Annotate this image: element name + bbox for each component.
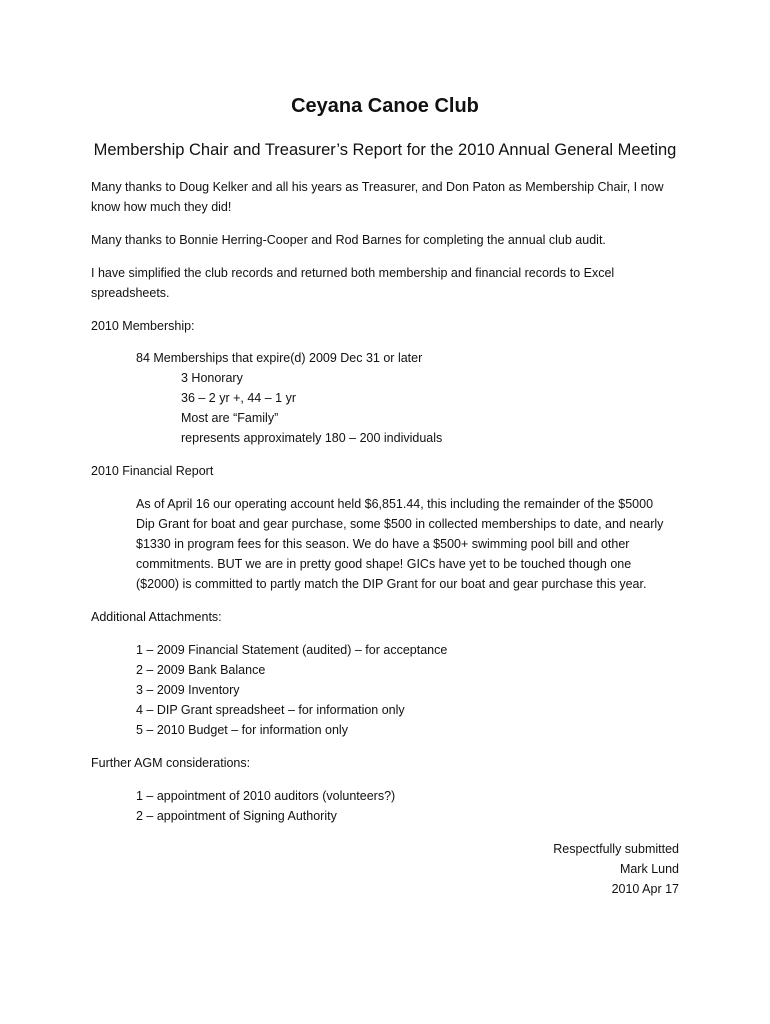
considerations-heading: Further AGM considerations: <box>91 756 251 770</box>
financial-line: commitments. BUT we are in pretty good shape! GICs have yet to be touched though one <box>136 557 632 571</box>
membership-heading: 2010 Membership: <box>91 319 195 333</box>
financial-line: ($2000) is committed to partly match the DIP Grant for our boat and gear purchase this year. <box>136 577 647 591</box>
financial-line: $1330 in program fees for this season. We do have a $500+ swimming pool bill and other <box>136 537 630 551</box>
consideration-item: 2 – appointment of Signing Authority <box>136 809 337 823</box>
membership-summary: 84 Memberships that expire(d) 2009 Dec 31 or later <box>136 351 423 365</box>
thanks-paragraph-line-1: Many thanks to Doug Kelker and all his years as Treasurer, and Don Paton as Membership Chair, I now <box>91 180 664 194</box>
document-subtitle: Membership Chair and Treasurer’s Report for the 2010 Annual General Meeting <box>93 141 677 159</box>
signoff-text: Respectfully submitted <box>553 842 679 856</box>
financial-line: As of April 16 our operating account held $6,851.44, this including the remainder of the $5000 <box>136 497 654 511</box>
financial-heading: 2010 Financial Report <box>91 464 214 478</box>
attachment-item: 3 – 2009 Inventory <box>136 683 240 697</box>
attachment-item: 5 – 2010 Budget – for information only <box>136 723 348 737</box>
membership-detail: represents approximately 180 – 200 individuals <box>181 431 443 445</box>
attachment-item: 1 – 2009 Financial Statement (audited) – for acceptance <box>136 643 448 657</box>
records-paragraph-line-2: spreadsheets. <box>91 286 170 300</box>
membership-detail: Most are “Family” <box>181 411 279 425</box>
report-date: 2010 Apr 17 <box>611 882 679 896</box>
attachments-heading: Additional Attachments: <box>91 610 222 624</box>
author-name: Mark Lund <box>619 862 679 876</box>
financial-line: Dip Grant for boat and gear purchase, some $500 in collected memberships to date, and nearly <box>136 517 664 531</box>
attachment-item: 2 – 2009 Bank Balance <box>136 663 266 677</box>
membership-detail: 3 Honorary <box>181 371 243 385</box>
records-paragraph-line-1: I have simplified the club records and returned both membership and financial records to Excel <box>91 266 615 280</box>
attachment-item: 4 – DIP Grant spreadsheet – for information only <box>136 703 405 717</box>
membership-detail: 36 – 2 yr +, 44 – 1 yr <box>181 391 296 405</box>
document-title: Ceyana Canoe Club <box>291 95 479 117</box>
consideration-item: 1 – appointment of 2010 auditors (volunteers?) <box>136 789 396 803</box>
thanks-paragraph-line-2: know how much they did! <box>91 200 232 214</box>
audit-thanks-paragraph: Many thanks to Bonnie Herring-Cooper and Rod Barnes for completing the annual club audit. <box>91 233 606 247</box>
